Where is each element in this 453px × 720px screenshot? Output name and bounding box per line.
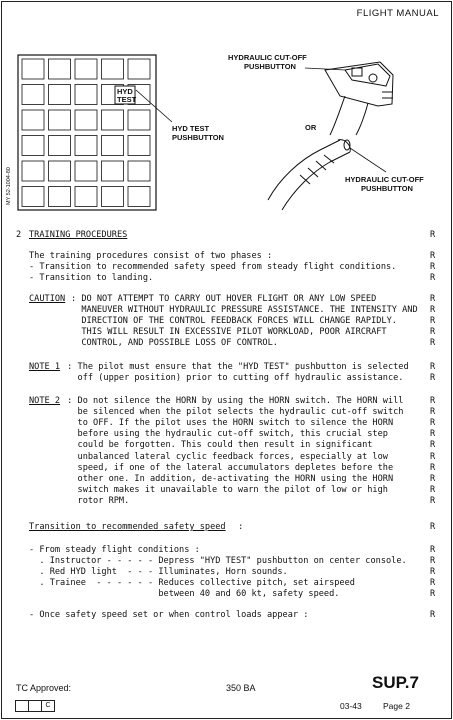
panel-cell bbox=[49, 85, 71, 105]
body-line: . Trainee - - - - - - Reduces collective pitch, set airspeed bbox=[29, 578, 355, 589]
body-line: off (upper position) prior to cutting off hydraulic assistance. bbox=[62, 373, 404, 384]
panel-cell bbox=[49, 161, 71, 181]
body-line: - Transition to recommended safety speed from steady flight conditions. bbox=[29, 262, 397, 273]
panel-cell bbox=[49, 59, 71, 79]
panel-cell bbox=[22, 187, 44, 207]
panel-cell bbox=[22, 161, 44, 181]
revision-mark: R bbox=[430, 251, 436, 261]
revision-mark: R bbox=[430, 305, 436, 316]
figure-code: MY 52-1004-80 bbox=[6, 167, 12, 205]
tc-approved: TC Approved: bbox=[16, 683, 72, 693]
panel-cell bbox=[128, 136, 150, 156]
revision-mark: R bbox=[430, 545, 436, 555]
revision-mark: R bbox=[430, 522, 436, 532]
panel-cell bbox=[102, 110, 124, 130]
revision-mark: R bbox=[430, 396, 436, 406]
body-line: The training procedures consist of two phases : bbox=[29, 251, 273, 261]
panel-button-line-2: TEST bbox=[117, 95, 137, 104]
hyd-test-label-2: PUSHBUTTON bbox=[172, 133, 224, 142]
body-line: . Instructor - - - - - Depress "HYD TEST" pushbutton on center console. bbox=[29, 556, 407, 567]
or-label: OR bbox=[305, 123, 317, 132]
revision-mark: R bbox=[430, 578, 436, 589]
body-line: THIS WILL RESULT IN EXCESSIVE PILOT WORKLOAD, POOR AIRCRAFT bbox=[71, 327, 387, 338]
panel-cell bbox=[22, 85, 44, 105]
panel-cell bbox=[49, 187, 71, 207]
cutoff-label-2a: HYDRAULIC CUT-OFF bbox=[345, 175, 424, 184]
revision-mark: R bbox=[430, 418, 436, 429]
revision-date: 03-43 bbox=[340, 701, 362, 711]
revision-mark: R bbox=[430, 610, 436, 620]
panel-cell bbox=[22, 59, 44, 79]
panel-cell bbox=[102, 136, 124, 156]
body-line: Transition to recommended safety speed bbox=[29, 522, 226, 532]
revision-mark: R bbox=[430, 338, 436, 349]
revision-box bbox=[28, 700, 42, 712]
body-line: . Red HYD light - - - Illuminates, Horn sounds. bbox=[29, 567, 288, 578]
panel-grid bbox=[18, 55, 156, 210]
revision-box: C bbox=[41, 700, 55, 712]
body-line: NOTE 2 bbox=[29, 396, 61, 406]
revision-mark: R bbox=[430, 484, 436, 495]
revision-mark: R bbox=[430, 327, 436, 338]
panel-cell bbox=[75, 187, 97, 207]
body-line: be silenced when the pilot selects the hydraulic cut-off switch bbox=[62, 407, 404, 418]
revision-mark: R bbox=[430, 451, 436, 462]
revision-boxes bbox=[15, 700, 54, 710]
revision-mark: R bbox=[430, 294, 436, 304]
supplement-number: SUP.7 bbox=[372, 673, 419, 692]
figure bbox=[0, 0, 453, 230]
body-line: - Transition to landing. bbox=[29, 273, 154, 284]
panel-cell bbox=[49, 136, 71, 156]
body-line: : Do not silence the HORN by using the HORN switch. The HORN will bbox=[62, 396, 404, 406]
panel-cell bbox=[75, 59, 97, 79]
panel-cell bbox=[128, 161, 150, 181]
revision-mark: R bbox=[430, 589, 436, 600]
body-line: : The pilot must ensure that the "HYD TEST" pushbutton is selected bbox=[62, 362, 409, 372]
body-line: NOTE 1 bbox=[29, 362, 61, 372]
body-line: R bbox=[430, 230, 436, 240]
revision-mark: R bbox=[430, 473, 436, 484]
model-number: 350 BA bbox=[226, 683, 256, 693]
panel-cell bbox=[128, 59, 150, 79]
body-line: : bbox=[233, 522, 244, 532]
panel-cell bbox=[75, 110, 97, 130]
body-line: - Once safety speed set or when control loads appear : bbox=[29, 610, 309, 620]
cutoff-label-1a: HYDRAULIC CUT-OFF bbox=[228, 53, 307, 62]
revision-mark: R bbox=[430, 556, 436, 567]
revision-mark: R bbox=[430, 495, 436, 506]
section-title: TRAINING PROCEDURES bbox=[29, 230, 128, 240]
cutoff-label-2b: PUSHBUTTON bbox=[361, 184, 413, 193]
revision-mark: R bbox=[430, 362, 436, 372]
revision-mark: R bbox=[430, 407, 436, 418]
panel-cell bbox=[49, 110, 71, 130]
panel-cell bbox=[22, 110, 44, 130]
body-line: other one. In addition, de-activating the HORN using the HORN bbox=[62, 473, 394, 484]
panel-cell bbox=[102, 187, 124, 207]
body-line: MANEUVER WITHOUT HYDRAULIC PRESSURE ASSISTANCE. THE INTENSITY AND bbox=[71, 305, 418, 316]
body-line: to OFF. If the pilot uses the HORN switch to silence the HORN bbox=[62, 418, 394, 429]
panel-cell bbox=[75, 136, 97, 156]
panel-cell bbox=[22, 136, 44, 156]
body-line: rotor RPM. bbox=[62, 495, 130, 506]
panel-button-line-1: HYD bbox=[117, 87, 133, 96]
body-line: CONTROL, AND POSSIBLE LOSS OF CONTROL. bbox=[71, 338, 278, 349]
revision-mark: R bbox=[430, 373, 436, 384]
body-line: could be forgotten. This could then result in significant bbox=[62, 440, 373, 451]
revision-mark: R bbox=[430, 440, 436, 451]
revision-mark: R bbox=[430, 462, 436, 473]
panel-cell bbox=[102, 59, 124, 79]
body-line: DIRECTION OF THE CONTROL FEEDBACK FORCES WILL CHANGE RAPIDLY. bbox=[71, 316, 397, 327]
body-line: between 40 and 60 kt, safety speed. bbox=[29, 589, 340, 600]
body-line: before using the hydraulic cut-off switch, this crucial step bbox=[62, 429, 388, 440]
cutoff-switch-illustration bbox=[325, 62, 393, 135]
revision-mark: R bbox=[430, 273, 436, 284]
panel-cell bbox=[102, 161, 124, 181]
panel-cell bbox=[75, 85, 97, 105]
body-line: switch makes it unavailable to warn the pilot of low or high bbox=[62, 484, 388, 495]
panel-cell bbox=[128, 187, 150, 207]
page-number: Page 2 bbox=[383, 701, 410, 711]
body-line: : DO NOT ATTEMPT TO CARRY OUT HOVER FLIGHT OR ANY LOW SPEED bbox=[71, 294, 377, 304]
revision-box bbox=[15, 700, 29, 712]
cyclic-grip-illustration bbox=[268, 140, 350, 210]
body-line: speed, if one of the lateral accumulators depletes before the bbox=[62, 462, 394, 473]
panel-cell bbox=[75, 161, 97, 181]
revision-mark: R bbox=[430, 567, 436, 578]
section-number: 2 bbox=[16, 230, 22, 240]
cutoff-label-1b: PUSHBUTTON bbox=[244, 62, 296, 71]
body-line: unbalanced lateral cyclic feedback forces, especially at low bbox=[62, 451, 388, 462]
manual-title: FLIGHT MANUAL bbox=[356, 8, 439, 19]
body-line: - From steady flight conditions : bbox=[29, 545, 200, 555]
revision-mark: R bbox=[430, 262, 436, 273]
revision-mark: R bbox=[430, 429, 436, 440]
hyd-test-label-1: HYD TEST bbox=[172, 124, 210, 133]
revision-mark: R bbox=[430, 316, 436, 327]
panel-cell bbox=[128, 110, 150, 130]
body-line: CAUTION bbox=[29, 294, 66, 304]
